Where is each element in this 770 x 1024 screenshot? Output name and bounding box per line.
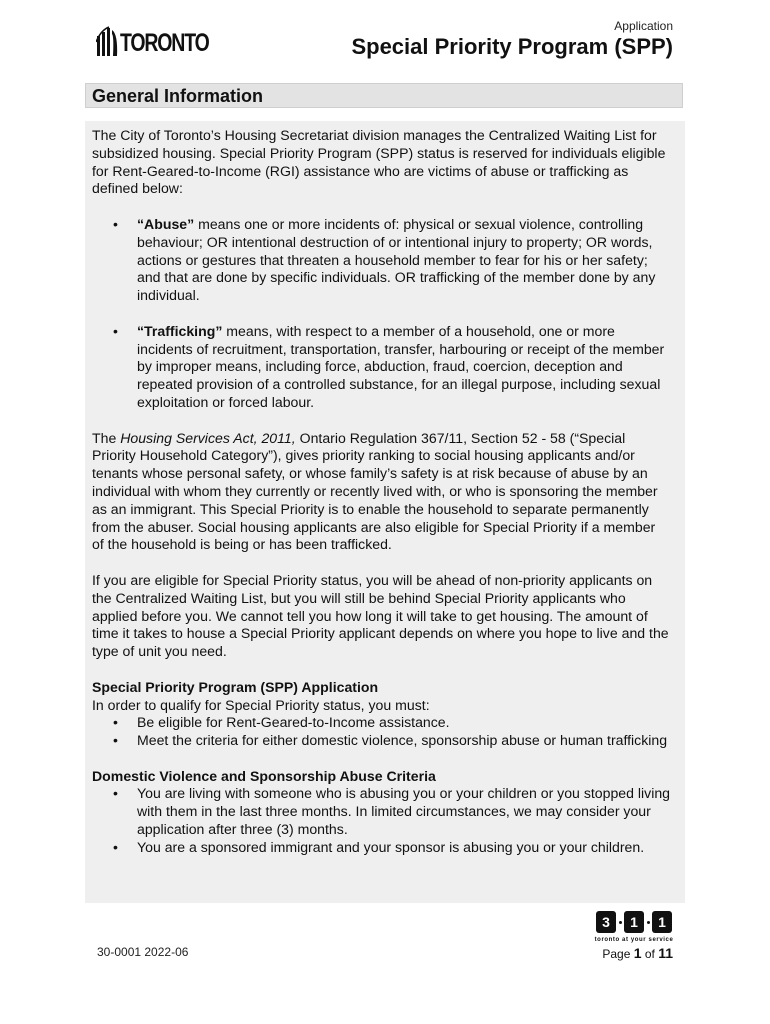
definition-text: means, with respect to a member of a household, one or more incidents of recruitment, transportation, transfer, harbouring or receipt of the member by improper means, including force, abduction, fraud, coercion, deception and repeated provision of a controlled substance, for an illegal purpose, including sexual exploitation or forced labour. [137, 322, 665, 410]
logo-wordmark: TORONTO [120, 29, 209, 57]
document-type-label: Application [614, 19, 673, 33]
definition-term: “Trafficking” [137, 322, 223, 339]
list-item: • You are a sponsored immigrant and your sponsor is abusing you or your children. [92, 839, 670, 857]
list-item: • Meet the criteria for either domestic violence, sponsorship abuse or human trafficking [92, 732, 670, 750]
criteria-heading: Domestic Violence and Sponsorship Abuse Criteria [92, 767, 436, 784]
logo-digit: 3 [596, 911, 616, 933]
definition-text: means one or more incidents of: physical or sexual violence, controlling behaviour; OR intentional destruction of or intentional injury to property; OR words, actions or gestures that threaten a household member to fear for his or her safety; and that are done by specific individuals. OR trafficking of the member done by any individual. [137, 215, 656, 304]
form-code: 30-0001 2022-06 [97, 945, 189, 959]
criteria-list [92, 785, 670, 856]
requirements-list [92, 714, 670, 750]
list-item [92, 216, 670, 305]
act-title: Housing Services Act, 2011, [120, 429, 296, 446]
city-of-toronto-logo [96, 26, 234, 56]
list-item [92, 323, 670, 412]
intro-paragraph: The City of Toronto’s Housing Secretariat division manages the Centralized Waiting List for subsidized housing. Special Priority Program (SPP) status is reserved for individuals eligible for Rent-Geared-to-Income (RGI) assistance who are victims of abuse or trafficking as defined below: [92, 127, 666, 197]
logo-311 [588, 911, 680, 943]
list-item: • Be eligible for Rent-Geared-to-Income assistance. [92, 714, 670, 732]
list-item: • You are living with someone who is abusing you or your children or you stopped living with them in the last three months. In limited circumstances, we may consider your application after three (3) months. [92, 785, 670, 838]
act-paragraph: The Housing Services Act, 2011, Ontario Regulation 367/11, Section 52 - 58 (“Special Priority Household Category”), gives priority ranking to social housing applicants and/or tenants whose personal safety, or whose family’s safety is at risk because of abuse by an individual with whom they currently or recently lived with, or who is sponsoring the member as an immigrant. This Special Priority is to enable the household to separate permanently from the abuser. Social housing applicants are also eligible for Special Priority if a member of the household is being or has been trafficked. [92, 429, 658, 553]
content-panel [85, 121, 685, 903]
section-heading: General Information [85, 83, 683, 108]
application-heading: Special Priority Program (SPP) Application [92, 678, 379, 695]
logo-digit: 1 [624, 911, 644, 933]
total-pages: 11 [658, 945, 673, 961]
current-page: 1 [633, 945, 642, 961]
definitions-list [92, 216, 670, 412]
logo-digit: 1 [652, 911, 672, 933]
definition-term: “Abuse” [137, 215, 195, 232]
application-intro: In order to qualify for Special Priority status, you must: [92, 696, 430, 713]
city-hall-icon [96, 26, 118, 56]
eligibility-paragraph: If you are eligible for Special Priority status, you will be ahead of non-priority applicants on the Centralized Waiting List, but you will still be behind Special Priority applicants who applied before you. We cannot tell you how long it will take to get housing. The amount of time it takes to house a Special Priority applicant depends on where you hope to live and the type of unit you need. [92, 571, 669, 660]
page-number: Page 1 of 11 [602, 945, 673, 961]
logo-tagline: toronto at your service [594, 937, 674, 943]
page-title: Special Priority Program (SPP) [351, 34, 673, 59]
